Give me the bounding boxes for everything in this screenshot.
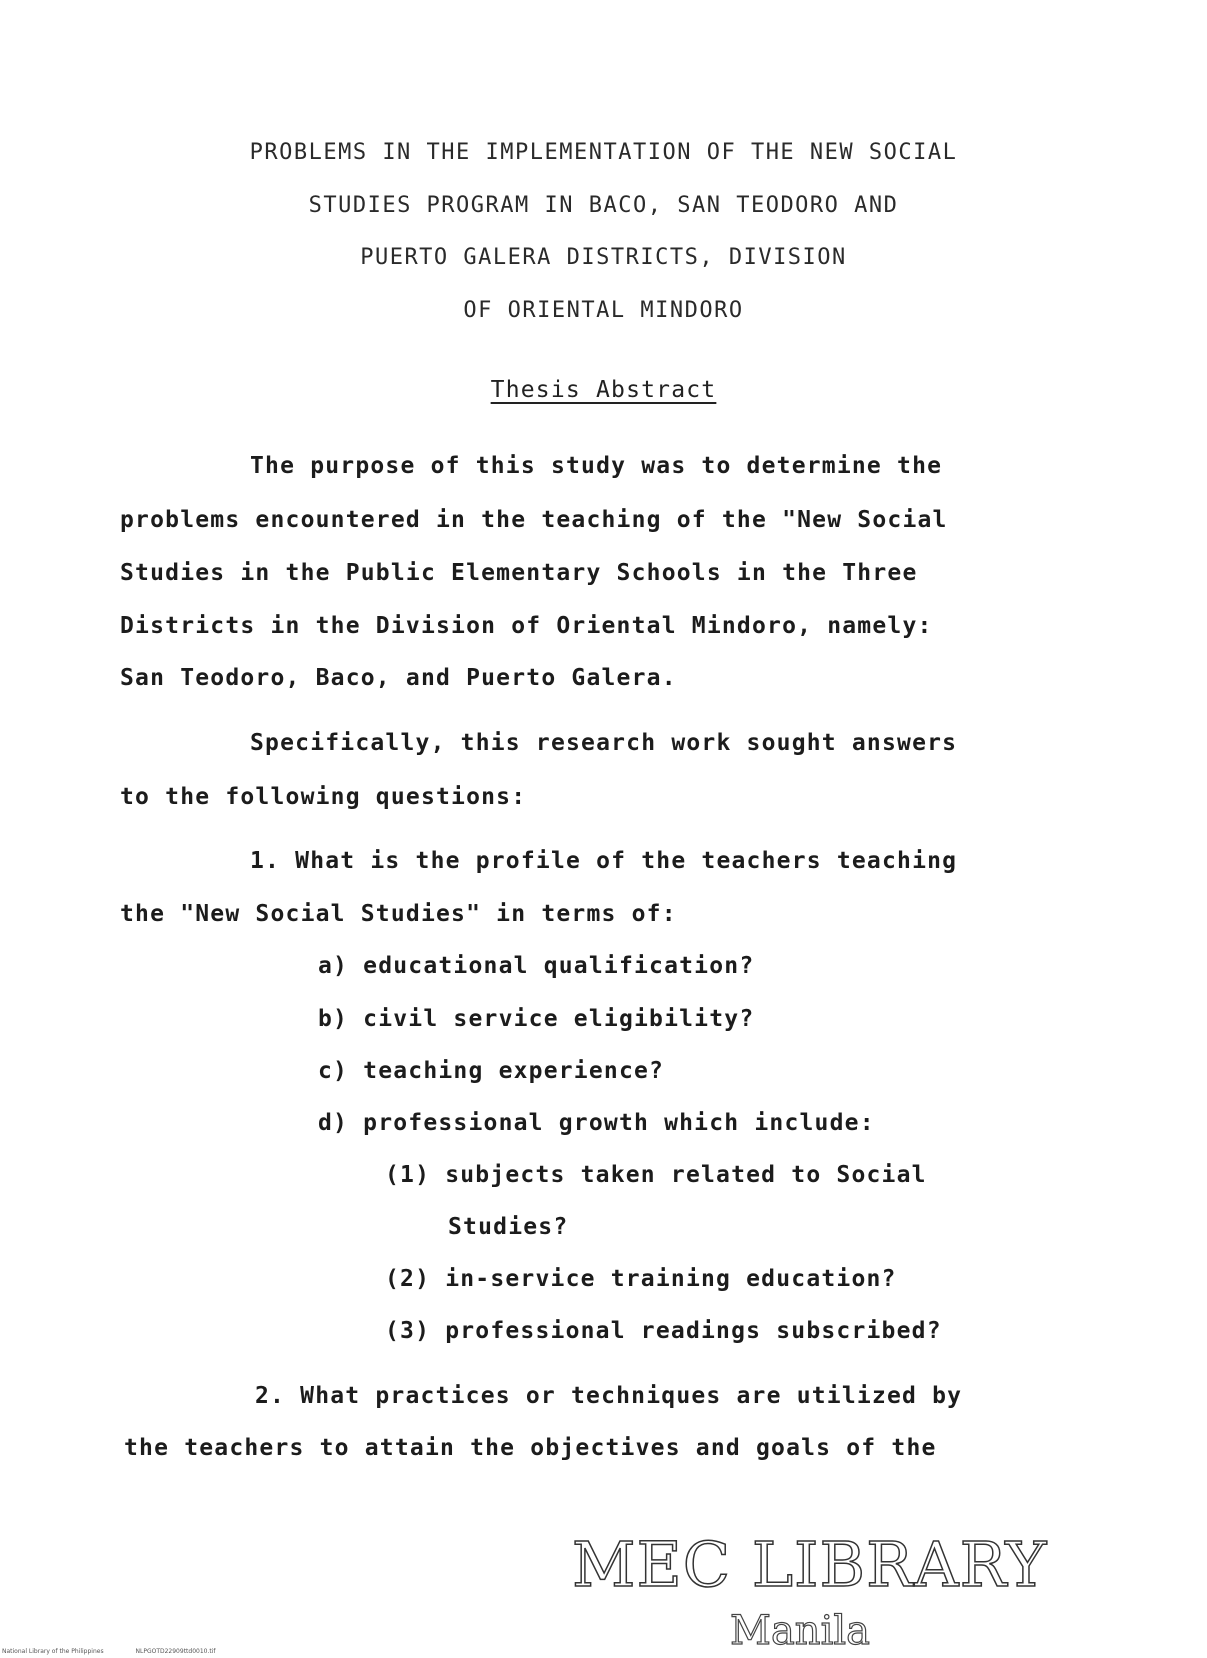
list-item: a) educational qualification? [318, 953, 755, 979]
paragraph-1-line: problems encountered in the teaching of the "New Social [120, 507, 948, 533]
paragraph-1-line: The purpose of this study was to determine the [250, 453, 943, 479]
list-item: d) professional growth which include: [318, 1110, 875, 1136]
section-heading: Thesis Abstract [490, 377, 717, 403]
footer-source: National Library of the Philippines [2, 1648, 104, 1655]
list-item: b) civil service eligibility? [318, 1006, 755, 1032]
sub-list-item: (3) professional readings subscribed? [385, 1318, 942, 1344]
title-line-4: OF ORIENTAL MINDORO [463, 298, 744, 323]
paragraph-2-line: Specifically, this research work sought answers [250, 730, 958, 756]
paragraph-1-line: Studies in the Public Elementary Schools in the Three [120, 560, 918, 586]
title-line-2: STUDIES PROGRAM IN BACO, SAN TEODORO AND [308, 193, 899, 218]
question-2-line: 2. What practices or techniques are utilized by [255, 1383, 963, 1409]
title-line-3: PUERTO GALERA DISTRICTS, DIVISION [360, 245, 847, 270]
question-2-line: the teachers to attain the objectives and goals of the [124, 1435, 937, 1461]
paragraph-1-line: Districts in the Division of Oriental Mindoro, namely: [120, 613, 933, 639]
list-item: c) teaching experience? [318, 1058, 665, 1084]
title-line-1: PROBLEMS IN THE IMPLEMENTATION OF THE NEW SOCIAL [249, 140, 958, 165]
paragraph-2-line: to the following questions: [120, 784, 527, 810]
footer-file: NLPGOTD22909ttd0010.tif [135, 1648, 216, 1655]
sub-list-item: Studies? [448, 1214, 569, 1240]
sub-list-item: (1) subjects taken related to Social [385, 1162, 927, 1188]
question-1-line: the "New Social Studies" in terms of: [120, 901, 677, 927]
library-stamp: MEC LIBRARY [572, 1528, 1048, 1601]
question-1-line: 1. What is the profile of the teachers teaching [250, 848, 958, 874]
sub-list-item: (2) in-service training education? [385, 1266, 897, 1292]
library-stamp-location: Manila [730, 1608, 870, 1654]
scan-footer [2, 1648, 246, 1655]
paragraph-1-line: San Teodoro, Baco, and Puerto Galera. [120, 665, 677, 691]
